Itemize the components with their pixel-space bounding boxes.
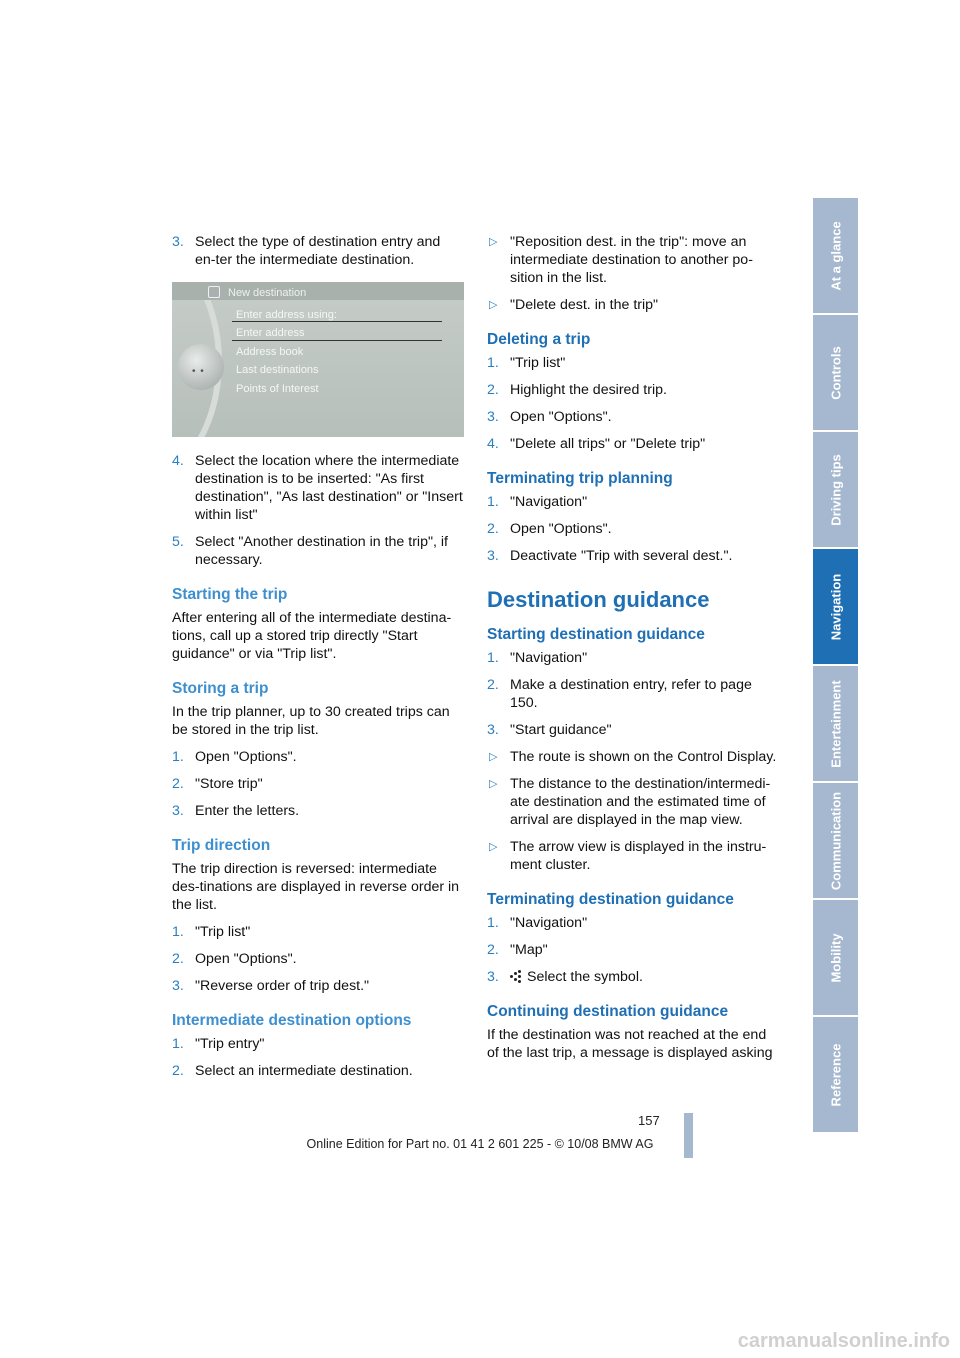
list-item: 2. Make a destination entry, refer to page 150. [487, 677, 752, 711]
control-display-screenshot [172, 282, 464, 437]
screen-row: Last destinations [236, 364, 319, 376]
bullet-icon: ▷ [489, 751, 498, 763]
list-item: 2. "Map" [487, 942, 548, 958]
controller-dots: • • [192, 366, 205, 377]
paragraph: In the trip planner, up to 30 created trips can be stored in the trip list. [172, 704, 450, 738]
tab-at-a-glance[interactable]: At a glance [813, 198, 858, 313]
heading-terminating-planning: Terminating trip planning [487, 470, 673, 487]
list-item: 1. "Navigation" [487, 494, 588, 510]
route-symbol-icon [510, 970, 524, 982]
list-item: 1. "Navigation" [487, 650, 588, 666]
paragraph: If the destination was not reached at the end of the last trip, a message is displayed asking [487, 1027, 773, 1061]
tab-mobility[interactable]: Mobility [813, 900, 858, 1015]
bullet-icon: ▷ [489, 236, 498, 248]
bullet-item: ▷ "Delete dest. in the trip" [489, 297, 659, 313]
page-number: 157 [638, 1113, 660, 1128]
list-item: 1. "Trip entry" [172, 1036, 265, 1052]
paragraph: After entering all of the intermediate destina-tions, call up a stored trip directly "Start guidance" or via "Trip list". [172, 610, 452, 662]
heading-starting-guidance: Starting destination guidance [487, 626, 705, 643]
list-item: 2. Highlight the desired trip. [487, 382, 667, 398]
list-item: 2. Open "Options". [172, 951, 297, 967]
list-item: 3. Deactivate "Trip with several dest.". [487, 548, 733, 564]
list-item: 2. "Store trip" [172, 776, 263, 792]
list-item: 3. Open "Options". [487, 409, 612, 425]
right-column [487, 233, 779, 1071]
bullet-item: ▷ The arrow view is displayed in the instru-ment cluster. [489, 839, 767, 873]
bullet-item: ▷ The distance to the destination/intermedi-ate destination and the estimated time of arrival are displayed in the map view. [489, 776, 771, 828]
bullet-item: ▷ "Reposition dest. in the trip": move an intermediate destination to another po-sition in the list. [489, 234, 753, 286]
screen-row: Points of Interest [236, 383, 319, 395]
tab-entertainment[interactable]: Entertainment [813, 666, 858, 781]
screen-title: New destination [228, 287, 307, 299]
tab-navigation[interactable]: Navigation [813, 549, 858, 664]
heading-starting-trip: Starting the trip [172, 586, 288, 603]
heading-trip-direction: Trip direction [172, 837, 271, 854]
list-item: 1. "Trip list" [487, 355, 566, 371]
tab-driving-tips[interactable]: Driving tips [813, 432, 858, 547]
bullet-icon: ▷ [489, 841, 498, 853]
screen-row: Address book [236, 346, 304, 358]
step-4: 4. Select the location where the intermediate destination is to be inserted: "As first destination", "As last destination" or "Insert within list" [172, 453, 463, 523]
bullet-icon: ▷ [489, 299, 498, 311]
list-item: 3. Enter the letters. [172, 803, 300, 819]
left-column [172, 233, 464, 1089]
paragraph: The trip direction is reversed: intermediate des-tinations are displayed in reverse order in the list. [172, 861, 460, 913]
list-item: 4. "Delete all trips" or "Delete trip" [487, 436, 706, 452]
tab-controls[interactable]: Controls [813, 315, 858, 430]
screen-row: Enter address [236, 327, 305, 339]
list-item: 1. "Navigation" [487, 915, 588, 931]
page-marker [684, 1113, 693, 1158]
screen-row: Enter address using: [236, 309, 337, 321]
footer: Online Edition for Part no. 01 41 2 601 225 - © 10/08 BMW AG [306, 1137, 654, 1151]
list-item: 3. "Start guidance" [487, 722, 612, 738]
step-5: 5. Select "Another destination in the trip", if necessary. [172, 534, 448, 568]
heading-storing-trip: Storing a trip [172, 680, 269, 697]
watermark: carmanualsonline.info [737, 1330, 950, 1352]
chapter-tabs [813, 198, 858, 1134]
list-item: 1. "Trip list" [172, 924, 251, 940]
list-item: 1. Open "Options". [172, 749, 297, 765]
tab-reference[interactable]: Reference [813, 1017, 858, 1132]
heading-intermediate-options: Intermediate destination options [172, 1012, 412, 1029]
heading-continuing-guidance: Continuing destination guidance [487, 1003, 729, 1020]
heading-deleting-trip: Deleting a trip [487, 331, 591, 348]
menu-icon [208, 286, 220, 298]
heading-terminating-guidance: Terminating destination guidance [487, 891, 734, 908]
tab-communication[interactable]: Communication [813, 783, 858, 898]
bullet-item: ▷ The route is shown on the Control Display. [489, 749, 777, 765]
list-item: 3. "Reverse order of trip dest." [172, 978, 370, 994]
list-item: 2. Select an intermediate destination. [172, 1063, 413, 1079]
list-item: 2. Open "Options". [487, 521, 612, 537]
list-item: 3. Select the symbol. [487, 969, 643, 985]
step-3: 3. Select the type of destination entry and en-ter the intermediate destination. [172, 234, 441, 268]
section-title: Destination guidance [487, 587, 710, 612]
bullet-icon: ▷ [489, 778, 498, 790]
